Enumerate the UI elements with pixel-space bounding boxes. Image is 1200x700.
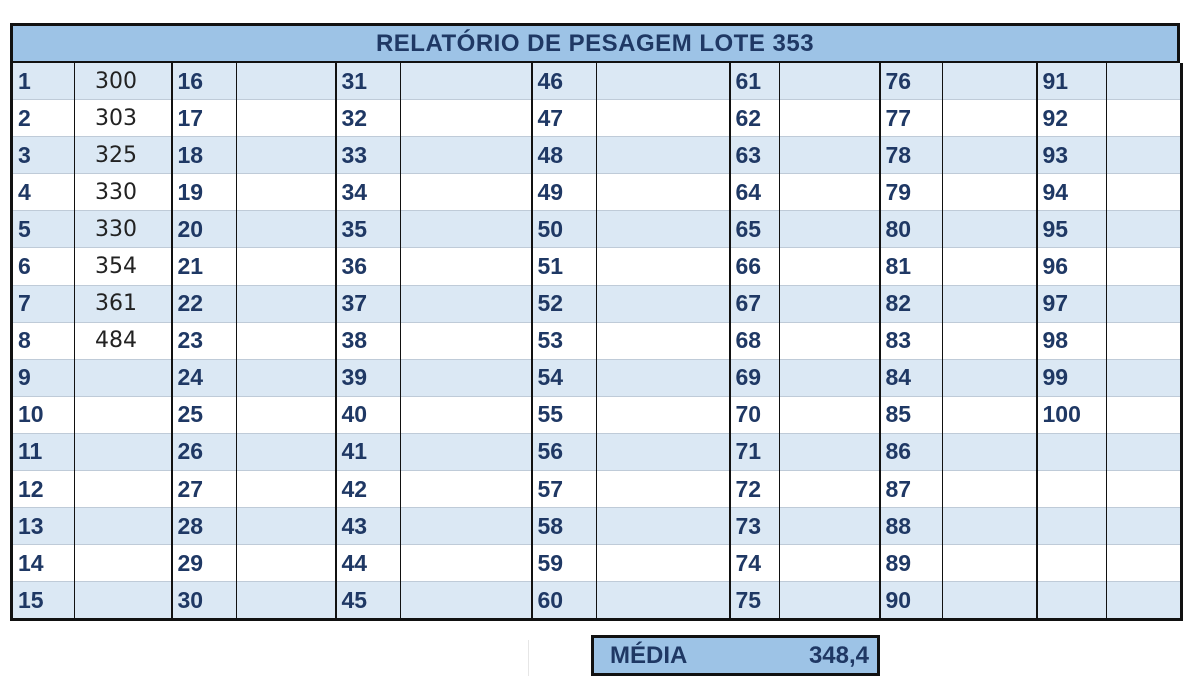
animal-number-cell[interactable]: 38 bbox=[336, 322, 401, 359]
animal-number-cell[interactable]: 3 bbox=[12, 137, 75, 174]
animal-number-cell[interactable]: 95 bbox=[1037, 211, 1107, 248]
weight-cell[interactable] bbox=[237, 137, 336, 174]
weighing-report bbox=[10, 23, 1180, 621]
animal-number-cell[interactable]: 58 bbox=[532, 508, 597, 545]
weight-cell[interactable] bbox=[1107, 433, 1182, 470]
weight-cell[interactable] bbox=[597, 174, 730, 211]
weight-cell[interactable] bbox=[943, 137, 1037, 174]
animal-number-cell[interactable]: 17 bbox=[172, 100, 237, 137]
weight-cell[interactable] bbox=[597, 211, 730, 248]
weight-cell[interactable] bbox=[75, 508, 172, 545]
weight-cell[interactable] bbox=[237, 508, 336, 545]
animal-number-cell[interactable]: 44 bbox=[336, 545, 401, 582]
animal-number-cell[interactable]: 1 bbox=[12, 63, 75, 100]
table-row bbox=[12, 248, 1182, 285]
animal-number-cell[interactable]: 9 bbox=[12, 359, 75, 396]
animal-number-cell[interactable]: 71 bbox=[730, 433, 780, 470]
weight-cell[interactable] bbox=[401, 285, 532, 322]
weight-cell[interactable] bbox=[237, 63, 336, 100]
animal-number-cell[interactable]: 76 bbox=[880, 63, 943, 100]
weight-cell[interactable] bbox=[943, 471, 1037, 508]
weight-cell[interactable]: 330 bbox=[75, 211, 172, 248]
weight-cell[interactable] bbox=[943, 396, 1037, 433]
weight-cell[interactable] bbox=[780, 433, 880, 470]
animal-number-cell[interactable]: 62 bbox=[730, 100, 780, 137]
animal-number-cell[interactable]: 78 bbox=[880, 137, 943, 174]
table-row bbox=[12, 582, 1182, 620]
weight-cell[interactable]: 325 bbox=[75, 137, 172, 174]
animal-number-cell[interactable]: 69 bbox=[730, 359, 780, 396]
weight-cell[interactable] bbox=[1107, 63, 1182, 100]
animal-number-cell[interactable]: 22 bbox=[172, 285, 237, 322]
weight-cell[interactable] bbox=[597, 322, 730, 359]
weight-cell[interactable] bbox=[597, 63, 730, 100]
animal-number-cell[interactable]: 82 bbox=[880, 285, 943, 322]
weight-cell[interactable] bbox=[1107, 396, 1182, 433]
animal-number-cell[interactable]: 93 bbox=[1037, 137, 1107, 174]
animal-number-cell[interactable]: 89 bbox=[880, 545, 943, 582]
weight-cell[interactable] bbox=[1107, 508, 1182, 545]
weight-cell[interactable] bbox=[597, 433, 730, 470]
average-label: MÉDIA bbox=[610, 642, 688, 669]
weight-cell[interactable] bbox=[780, 248, 880, 285]
weight-cell[interactable] bbox=[1107, 211, 1182, 248]
table-row bbox=[12, 322, 1182, 359]
animal-number-cell[interactable]: 28 bbox=[172, 508, 237, 545]
animal-number-cell[interactable] bbox=[1037, 471, 1107, 508]
weight-cell[interactable] bbox=[780, 211, 880, 248]
weight-cell[interactable] bbox=[780, 100, 880, 137]
weight-cell[interactable] bbox=[1107, 137, 1182, 174]
animal-number-cell[interactable]: 4 bbox=[12, 174, 75, 211]
animal-number-cell[interactable]: 91 bbox=[1037, 63, 1107, 100]
weight-cell[interactable] bbox=[943, 63, 1037, 100]
weight-cell[interactable] bbox=[1107, 545, 1182, 582]
animal-number-cell[interactable]: 87 bbox=[880, 471, 943, 508]
weight-cell[interactable] bbox=[237, 433, 336, 470]
weight-cell[interactable]: 300 bbox=[75, 63, 172, 100]
weight-cell[interactable] bbox=[780, 508, 880, 545]
animal-number-cell[interactable]: 57 bbox=[532, 471, 597, 508]
animal-number-cell[interactable]: 6 bbox=[12, 248, 75, 285]
weight-cell[interactable] bbox=[943, 285, 1037, 322]
animal-number-cell[interactable]: 61 bbox=[730, 63, 780, 100]
average-value: 348,4 bbox=[808, 642, 869, 669]
weight-cell[interactable] bbox=[401, 63, 532, 100]
weight-cell[interactable] bbox=[237, 582, 336, 620]
animal-number-cell[interactable]: 86 bbox=[880, 433, 943, 470]
weight-cell[interactable] bbox=[237, 359, 336, 396]
animal-number-cell[interactable]: 30 bbox=[172, 582, 237, 620]
animal-number-cell[interactable]: 80 bbox=[880, 211, 943, 248]
animal-number-cell[interactable]: 8 bbox=[12, 322, 75, 359]
weight-cell[interactable] bbox=[237, 545, 336, 582]
animal-number-cell[interactable]: 72 bbox=[730, 471, 780, 508]
weight-cell[interactable] bbox=[401, 396, 532, 433]
weight-cell[interactable] bbox=[401, 248, 532, 285]
animal-number-cell[interactable]: 33 bbox=[336, 137, 401, 174]
weight-cell[interactable] bbox=[1107, 582, 1182, 620]
weight-cell[interactable] bbox=[597, 582, 730, 620]
animal-number-cell[interactable]: 27 bbox=[172, 471, 237, 508]
animal-number-cell[interactable]: 64 bbox=[730, 174, 780, 211]
animal-number-cell[interactable]: 81 bbox=[880, 248, 943, 285]
weight-cell[interactable] bbox=[237, 285, 336, 322]
animal-number-cell[interactable]: 50 bbox=[532, 211, 597, 248]
weight-cell[interactable] bbox=[943, 508, 1037, 545]
animal-number-cell[interactable]: 74 bbox=[730, 545, 780, 582]
table-row bbox=[12, 545, 1182, 582]
weight-cell[interactable] bbox=[401, 582, 532, 620]
table-row bbox=[12, 174, 1182, 211]
animal-number-cell[interactable]: 85 bbox=[880, 396, 943, 433]
table-row bbox=[12, 285, 1182, 322]
table-row bbox=[12, 433, 1182, 470]
weight-cell[interactable] bbox=[780, 545, 880, 582]
weight-cell[interactable] bbox=[780, 285, 880, 322]
weight-cell[interactable] bbox=[780, 359, 880, 396]
weight-cell[interactable] bbox=[237, 396, 336, 433]
weight-cell[interactable] bbox=[780, 582, 880, 620]
animal-number-cell[interactable]: 52 bbox=[532, 285, 597, 322]
weight-cell[interactable] bbox=[237, 471, 336, 508]
weight-cell[interactable] bbox=[1107, 322, 1182, 359]
weight-cell[interactable] bbox=[1107, 174, 1182, 211]
animal-number-cell[interactable]: 63 bbox=[730, 137, 780, 174]
weight-cell[interactable] bbox=[597, 545, 730, 582]
animal-number-cell[interactable]: 47 bbox=[532, 100, 597, 137]
weight-cell[interactable] bbox=[943, 174, 1037, 211]
animal-number-cell[interactable]: 60 bbox=[532, 582, 597, 620]
weight-cell[interactable]: 484 bbox=[75, 322, 172, 359]
weight-cell[interactable] bbox=[1107, 471, 1182, 508]
animal-number-cell[interactable]: 35 bbox=[336, 211, 401, 248]
animal-number-cell[interactable]: 45 bbox=[336, 582, 401, 620]
weight-cell[interactable] bbox=[237, 211, 336, 248]
animal-number-cell[interactable]: 42 bbox=[336, 471, 401, 508]
animal-number-cell[interactable]: 67 bbox=[730, 285, 780, 322]
table-row bbox=[12, 137, 1182, 174]
weight-cell[interactable] bbox=[780, 322, 880, 359]
weight-cell[interactable] bbox=[75, 396, 172, 433]
animal-number-cell[interactable] bbox=[1037, 508, 1107, 545]
weight-cell[interactable] bbox=[780, 137, 880, 174]
animal-number-cell[interactable]: 12 bbox=[12, 471, 75, 508]
weight-cell[interactable] bbox=[597, 248, 730, 285]
weight-cell[interactable] bbox=[597, 100, 730, 137]
animal-number-cell[interactable]: 94 bbox=[1037, 174, 1107, 211]
animal-number-cell[interactable]: 54 bbox=[532, 359, 597, 396]
animal-number-cell[interactable]: 19 bbox=[172, 174, 237, 211]
animal-number-cell[interactable]: 2 bbox=[12, 100, 75, 137]
animal-number-cell[interactable]: 5 bbox=[12, 211, 75, 248]
weight-cell[interactable] bbox=[75, 433, 172, 470]
weight-cell[interactable] bbox=[943, 100, 1037, 137]
animal-number-cell[interactable]: 10 bbox=[12, 396, 75, 433]
animal-number-cell[interactable]: 34 bbox=[336, 174, 401, 211]
animal-number-cell[interactable]: 31 bbox=[336, 63, 401, 100]
animal-number-cell[interactable]: 23 bbox=[172, 322, 237, 359]
animal-number-cell[interactable]: 16 bbox=[172, 63, 237, 100]
weight-cell[interactable] bbox=[237, 100, 336, 137]
animal-number-cell[interactable]: 11 bbox=[12, 433, 75, 470]
table-row bbox=[12, 471, 1182, 508]
animal-number-cell[interactable]: 25 bbox=[172, 396, 237, 433]
weight-cell[interactable] bbox=[75, 471, 172, 508]
weight-cell[interactable] bbox=[597, 285, 730, 322]
weight-cell[interactable] bbox=[1107, 359, 1182, 396]
animal-number-cell[interactable] bbox=[1037, 433, 1107, 470]
weight-cell[interactable] bbox=[1107, 100, 1182, 137]
table-row bbox=[12, 211, 1182, 248]
animal-number-cell[interactable]: 53 bbox=[532, 322, 597, 359]
animal-number-cell[interactable]: 49 bbox=[532, 174, 597, 211]
animal-number-cell[interactable]: 48 bbox=[532, 137, 597, 174]
animal-number-cell[interactable] bbox=[1037, 545, 1107, 582]
weight-cell[interactable] bbox=[401, 359, 532, 396]
animal-number-cell[interactable]: 59 bbox=[532, 545, 597, 582]
weight-cell[interactable] bbox=[943, 248, 1037, 285]
weight-cell[interactable]: 361 bbox=[75, 285, 172, 322]
weight-cell[interactable] bbox=[401, 433, 532, 470]
animal-number-cell[interactable]: 46 bbox=[532, 63, 597, 100]
animal-number-cell[interactable]: 18 bbox=[172, 137, 237, 174]
weight-cell[interactable] bbox=[597, 508, 730, 545]
weight-cell[interactable] bbox=[401, 137, 532, 174]
weight-cell[interactable] bbox=[1107, 285, 1182, 322]
table-row bbox=[12, 508, 1182, 545]
weight-cell[interactable] bbox=[401, 508, 532, 545]
weight-cell[interactable] bbox=[943, 322, 1037, 359]
weight-cell[interactable] bbox=[75, 545, 172, 582]
animal-number-cell[interactable]: 88 bbox=[880, 508, 943, 545]
animal-number-cell[interactable]: 92 bbox=[1037, 100, 1107, 137]
animal-number-cell[interactable]: 100 bbox=[1037, 396, 1107, 433]
weight-cell[interactable] bbox=[401, 174, 532, 211]
weight-cell[interactable] bbox=[780, 174, 880, 211]
weight-cell[interactable] bbox=[597, 471, 730, 508]
weight-cell[interactable] bbox=[597, 359, 730, 396]
weight-cell[interactable] bbox=[943, 433, 1037, 470]
animal-number-cell[interactable]: 37 bbox=[336, 285, 401, 322]
animal-number-cell[interactable]: 65 bbox=[730, 211, 780, 248]
animal-number-cell[interactable]: 66 bbox=[730, 248, 780, 285]
animal-number-cell[interactable]: 70 bbox=[730, 396, 780, 433]
animal-number-cell[interactable]: 77 bbox=[880, 100, 943, 137]
animal-number-cell[interactable]: 14 bbox=[12, 545, 75, 582]
animal-number-cell[interactable]: 68 bbox=[730, 322, 780, 359]
animal-number-cell[interactable]: 56 bbox=[532, 433, 597, 470]
weight-cell[interactable] bbox=[943, 582, 1037, 620]
weights-table bbox=[10, 63, 1183, 621]
animal-number-cell[interactable]: 43 bbox=[336, 508, 401, 545]
weight-cell[interactable] bbox=[237, 322, 336, 359]
weight-cell[interactable] bbox=[401, 471, 532, 508]
table-row bbox=[12, 100, 1182, 137]
weight-cell[interactable] bbox=[75, 359, 172, 396]
animal-number-cell[interactable]: 39 bbox=[336, 359, 401, 396]
animal-number-cell[interactable]: 84 bbox=[880, 359, 943, 396]
table-row bbox=[12, 396, 1182, 433]
animal-number-cell[interactable]: 83 bbox=[880, 322, 943, 359]
weight-cell[interactable] bbox=[1107, 248, 1182, 285]
animal-number-cell[interactable]: 99 bbox=[1037, 359, 1107, 396]
animal-number-cell[interactable]: 7 bbox=[12, 285, 75, 322]
animal-number-cell[interactable]: 36 bbox=[336, 248, 401, 285]
animal-number-cell[interactable]: 29 bbox=[172, 545, 237, 582]
table-row bbox=[12, 63, 1182, 100]
animal-number-cell[interactable]: 73 bbox=[730, 508, 780, 545]
weight-cell[interactable] bbox=[401, 545, 532, 582]
animal-number-cell[interactable]: 98 bbox=[1037, 322, 1107, 359]
weight-cell[interactable] bbox=[597, 396, 730, 433]
animal-number-cell[interactable]: 90 bbox=[880, 582, 943, 620]
animal-number-cell[interactable]: 32 bbox=[336, 100, 401, 137]
animal-number-cell[interactable]: 97 bbox=[1037, 285, 1107, 322]
animal-number-cell[interactable] bbox=[1037, 582, 1107, 620]
weight-cell[interactable] bbox=[597, 137, 730, 174]
weight-cell[interactable]: 354 bbox=[75, 248, 172, 285]
weight-cell[interactable] bbox=[943, 359, 1037, 396]
average-box bbox=[591, 635, 880, 676]
weight-cell[interactable] bbox=[237, 248, 336, 285]
weight-cell[interactable] bbox=[237, 174, 336, 211]
weight-cell[interactable] bbox=[780, 471, 880, 508]
weight-cell[interactable] bbox=[401, 322, 532, 359]
weight-cell[interactable] bbox=[401, 211, 532, 248]
weight-cell[interactable] bbox=[75, 582, 172, 620]
weight-cell[interactable] bbox=[943, 211, 1037, 248]
weight-cell[interactable] bbox=[401, 100, 532, 137]
weight-cell[interactable] bbox=[780, 63, 880, 100]
animal-number-cell[interactable]: 79 bbox=[880, 174, 943, 211]
animal-number-cell[interactable]: 55 bbox=[532, 396, 597, 433]
weight-cell[interactable] bbox=[943, 545, 1037, 582]
table-row bbox=[12, 359, 1182, 396]
weight-cell[interactable]: 330 bbox=[75, 174, 172, 211]
animal-number-cell[interactable]: 51 bbox=[532, 248, 597, 285]
animal-number-cell[interactable]: 13 bbox=[12, 508, 75, 545]
animal-number-cell[interactable]: 40 bbox=[336, 396, 401, 433]
weight-cell[interactable]: 303 bbox=[75, 100, 172, 137]
report-title: RELATÓRIO DE PESAGEM LOTE 353 bbox=[10, 23, 1180, 63]
animal-number-cell[interactable]: 15 bbox=[12, 582, 75, 620]
animal-number-cell[interactable]: 24 bbox=[172, 359, 237, 396]
animal-number-cell[interactable]: 20 bbox=[172, 211, 237, 248]
animal-number-cell[interactable]: 41 bbox=[336, 433, 401, 470]
animal-number-cell[interactable]: 96 bbox=[1037, 248, 1107, 285]
divider bbox=[528, 640, 529, 676]
animal-number-cell[interactable]: 75 bbox=[730, 582, 780, 620]
animal-number-cell[interactable]: 21 bbox=[172, 248, 237, 285]
weight-cell[interactable] bbox=[780, 396, 880, 433]
animal-number-cell[interactable]: 26 bbox=[172, 433, 237, 470]
